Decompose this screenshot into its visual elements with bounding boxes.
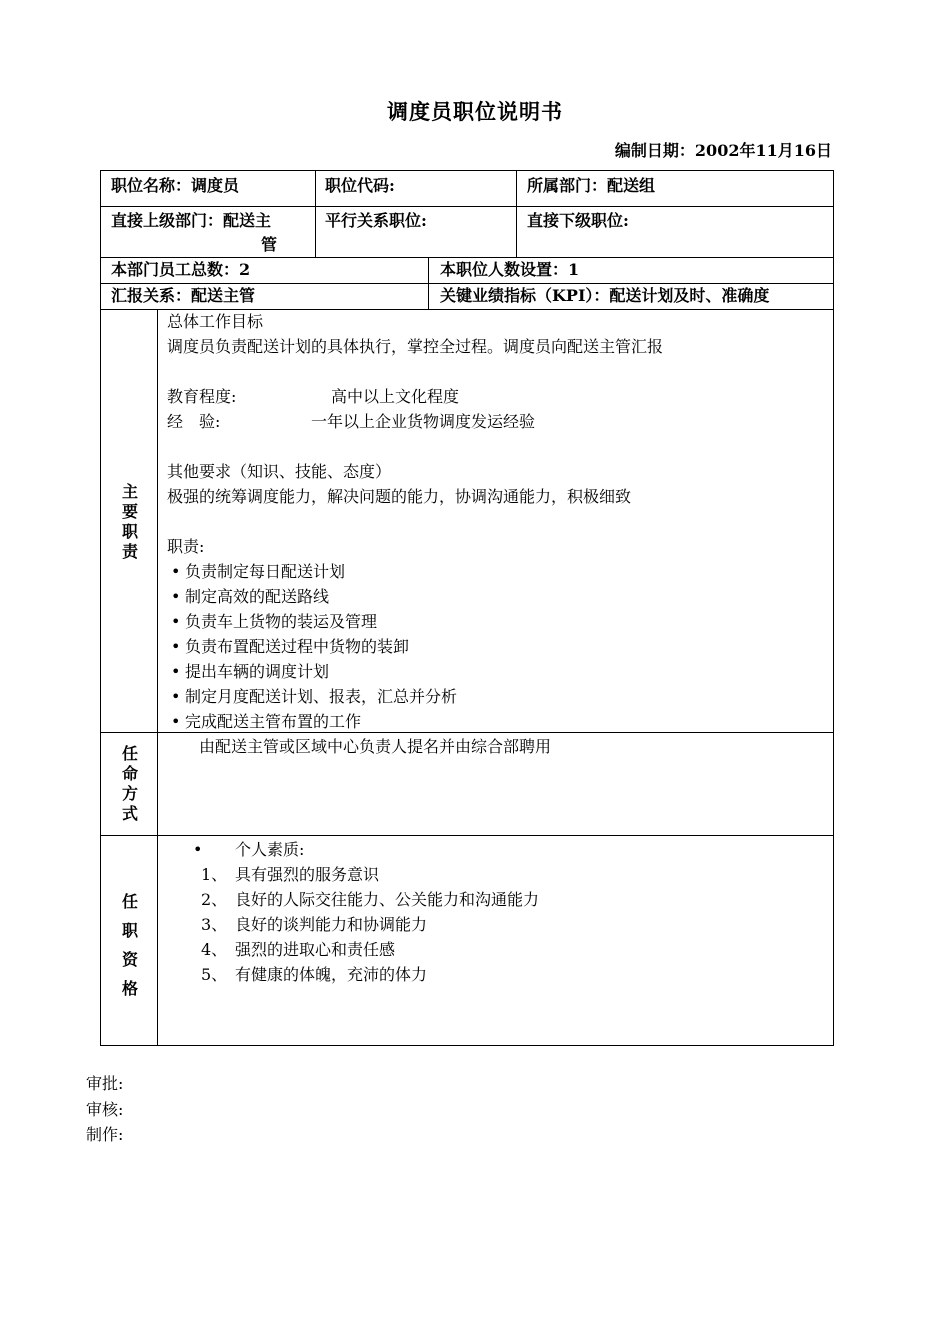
responsibility-text: 完成配送主管布置的工作 — [185, 712, 362, 731]
responsibility-text: 负责布置配送过程中货物的装卸 — [185, 637, 410, 656]
responsibility-item — [171, 609, 457, 634]
superior-dept-cell: 直接上级部门：配送主 — [111, 211, 272, 230]
responsibility-text: 制定高效的配送路线 — [185, 587, 330, 606]
responsibilities-title: 职责: — [167, 537, 205, 556]
bullet-icon: • — [171, 587, 181, 606]
position-code-cell: 职位代码: — [325, 176, 395, 195]
bullet-icon: • — [171, 562, 181, 581]
bullet-icon: • — [171, 712, 181, 731]
qualification-item — [201, 962, 539, 987]
qualification-number: 5、 — [201, 965, 228, 984]
appointment-label: 任命方式 — [121, 744, 138, 823]
qualification-number: 2、 — [201, 890, 228, 909]
parallel-position-cell: 平行关系职位: — [325, 211, 427, 230]
qualification-bullet: • — [193, 840, 203, 859]
other-requirements-title: 其他要求（知识、技能、态度） — [167, 462, 392, 481]
responsibility-text: 负责车上货物的装运及管理 — [185, 612, 378, 631]
qualification-item — [201, 912, 539, 937]
qualification-text: 强烈的进取心和责任感 — [235, 940, 396, 959]
experience-value: 一年以上企业货物调度发运经验 — [311, 412, 536, 431]
qualification-number: 3、 — [201, 915, 228, 934]
other-requirements-text: 极强的统筹调度能力，解决问题的能力，协调沟通能力，积极细致 — [167, 487, 632, 506]
kpi-cell: 关键业绩指标（KPI）：配送计划及时、准确度 — [440, 286, 770, 305]
qualification-title: 个人素质: — [235, 840, 305, 859]
qualification-list — [201, 862, 539, 987]
staff-total-cell: 本部门员工总数：2 — [111, 260, 251, 279]
qualification-text: 有健康的体魄，充沛的体力 — [235, 965, 428, 984]
responsibilities-list — [171, 559, 457, 734]
bullet-icon: • — [171, 637, 181, 656]
appointment-text: 由配送主管或区域中心负责人提名并由综合部聘用 — [199, 737, 552, 756]
qualification-text: 良好的谈判能力和协调能力 — [235, 915, 428, 934]
document-title: 调度员职位说明书 — [387, 99, 563, 124]
responsibility-item — [171, 584, 457, 609]
responsibility-item — [171, 559, 457, 584]
report-to-cell: 汇报关系：配送主管 — [111, 286, 256, 305]
qualification-label: 任职资格 — [121, 892, 138, 998]
compile-date: 编制日期：2002年11月16日 — [614, 141, 832, 160]
bullet-icon: • — [171, 612, 181, 631]
responsibility-item — [171, 634, 457, 659]
education-label: 教育程度: — [167, 387, 237, 406]
duties-label: 主要职责 — [121, 482, 138, 561]
subordinate-position-cell: 直接下级职位: — [527, 211, 629, 230]
goal-title: 总体工作目标 — [167, 312, 264, 331]
responsibility-item — [171, 684, 457, 709]
qualification-text: 具有强烈的服务意识 — [235, 865, 380, 884]
responsibility-text: 制定月度配送计划、报表，汇总并分析 — [185, 687, 458, 706]
bullet-icon: • — [171, 662, 181, 681]
experience-label: 经 验: — [167, 412, 221, 431]
qualification-item — [201, 862, 539, 887]
qualification-number: 1、 — [201, 865, 228, 884]
footer-review: 审核: — [86, 1100, 124, 1119]
responsibility-item — [171, 659, 457, 684]
headcount-cell: 本职位人数设置：1 — [440, 260, 580, 279]
education-value: 高中以上文化程度 — [331, 387, 460, 406]
responsibility-text: 负责制定每日配送计划 — [185, 562, 346, 581]
job-description-table — [100, 170, 834, 1046]
bullet-icon: • — [171, 687, 181, 706]
qualification-item — [201, 937, 539, 962]
qualification-number: 4、 — [201, 940, 228, 959]
superior-dept-cell-cont: 管 — [261, 235, 278, 254]
footer-prepare: 制作: — [86, 1125, 124, 1144]
qualification-text: 良好的人际交往能力、公关能力和沟通能力 — [235, 890, 540, 909]
position-name-cell: 职位名称：调度员 — [111, 176, 240, 195]
qualification-item — [201, 887, 539, 912]
footer-approve: 审批: — [86, 1074, 124, 1093]
goal-text: 调度员负责配送计划的具体执行，掌控全过程。调度员向配送主管汇报 — [167, 337, 664, 356]
department-cell: 所属部门：配送组 — [527, 176, 656, 195]
responsibility-text: 提出车辆的调度计划 — [185, 662, 330, 681]
responsibility-item — [171, 709, 457, 734]
